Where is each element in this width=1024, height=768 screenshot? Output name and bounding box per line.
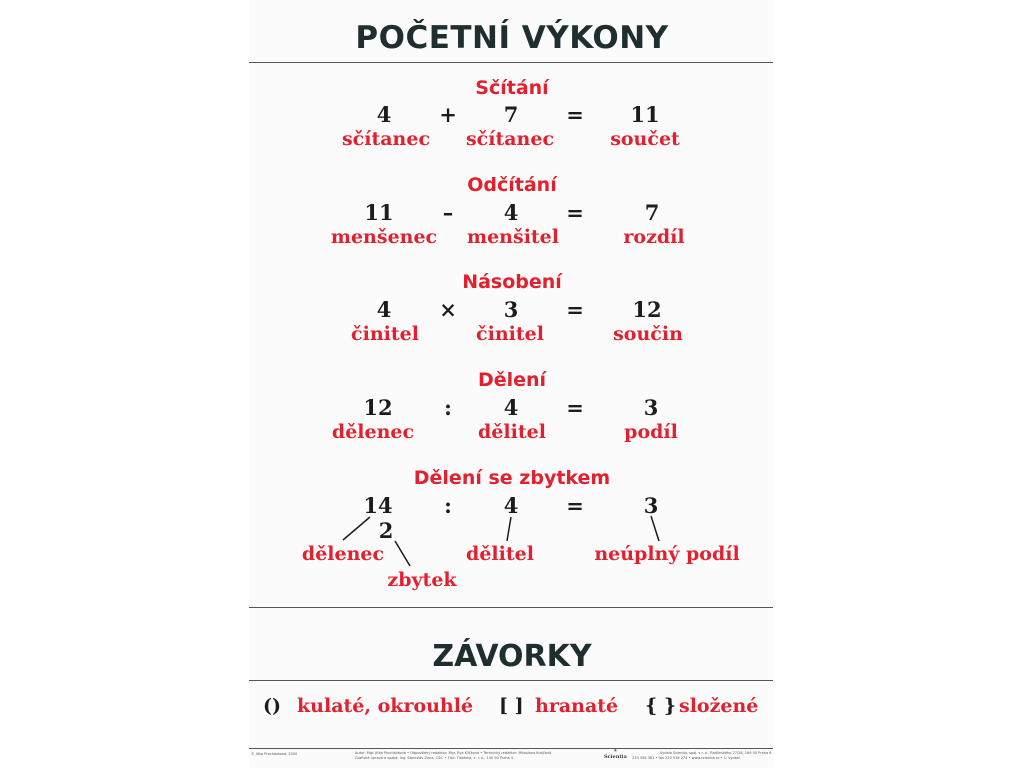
bracket-label-round: kulaté, okrouhlé: [297, 695, 474, 717]
equals-sign: =: [566, 200, 584, 225]
footer-print: Grafická úprava a sazba: Ing. Stanislav Zima, CSc. • Tisk: Tiskárna, s. r. o., 140 00 Praha 4: [355, 756, 514, 760]
label-b: dělitel: [466, 543, 534, 565]
operation-title: Sčítání: [475, 77, 549, 99]
result: 3: [643, 395, 659, 420]
page-title: POČETNÍ VÝKONY: [355, 20, 669, 56]
label-b: činitel: [476, 323, 544, 345]
equals-sign: =: [566, 297, 584, 322]
bracket-symbol-round: (): [263, 695, 281, 717]
operand-b: 4: [503, 200, 519, 225]
footer-copyright: © Jitka Procházková, 2000: [251, 752, 298, 756]
result: 3: [643, 493, 659, 518]
operator: :: [444, 395, 452, 420]
operand-a: 4: [376, 297, 392, 322]
footer-divider: [249, 748, 773, 749]
operand-a: 4: [376, 102, 392, 127]
section-divider: [249, 607, 773, 608]
connector-dividend: [343, 517, 370, 540]
equals-sign: =: [566, 102, 584, 127]
operand-b: 4: [503, 395, 519, 420]
label-a: dělenec: [331, 421, 415, 443]
label-remainder: zbytek: [387, 569, 457, 591]
bracket-symbol-square: [ ]: [499, 695, 524, 717]
operand-b: 3: [503, 297, 519, 322]
label-b: sčítanec: [465, 128, 555, 150]
footer-publisher: Vydala Scientia, spol. s r. o., Radlinského 27/26, 169 00 Praha 6: [660, 751, 772, 755]
connector-remainder: [395, 541, 410, 566]
operator: +: [439, 102, 457, 127]
brackets-divider: [249, 680, 773, 681]
footer-authors: Autor: Mgr. Jitka Procházková • Odpovědný redaktor: Mgr. Eva Klíčková • Technický redaktor: Miroslava Krejčová: [355, 751, 552, 755]
result: 12: [632, 297, 662, 322]
operand-b: 7: [503, 102, 519, 127]
label-a: sčítanec: [341, 128, 431, 150]
sun-icon: ☀: [613, 748, 618, 754]
label-result: podíl: [624, 421, 678, 443]
footer-contact: 233 356 361 • fax 220 518 274 • www.scientia.cz • 1. vydání: [632, 756, 740, 760]
equals-sign: =: [566, 493, 584, 518]
label-result: rozdíl: [623, 226, 685, 248]
result: 7: [644, 200, 660, 225]
label-a: dělenec: [301, 543, 385, 565]
operand-a: 12: [363, 395, 393, 420]
brackets-title: ZÁVORKY: [432, 639, 592, 674]
label-a: činitel: [351, 323, 419, 345]
bracket-label-square: hranaté: [535, 695, 619, 717]
operator: :: [444, 493, 452, 518]
operation-title: Násobení: [462, 271, 562, 293]
label-b: menšitel: [466, 226, 559, 248]
remainder-value: 2: [378, 518, 394, 543]
publisher-logo: [604, 749, 627, 760]
label-result: neúplný podíl: [594, 543, 740, 565]
connector-quotient: [651, 516, 659, 541]
operator: ×: [439, 297, 457, 322]
operation-title: Dělení: [477, 369, 547, 391]
equals-sign: =: [566, 395, 584, 420]
operand-b: 4: [503, 493, 519, 518]
operation-title: Dělení se zbytkem: [413, 467, 611, 489]
label-result: součet: [610, 128, 680, 150]
operation-title: Odčítání: [467, 174, 557, 196]
operand-a: 11: [364, 200, 394, 225]
label-b: dělitel: [478, 421, 546, 443]
operator: –: [442, 200, 454, 225]
label-a: menšenec: [330, 226, 438, 248]
connector-divisor: [507, 517, 511, 541]
result: 11: [630, 102, 660, 127]
operand-a: 14: [363, 493, 393, 518]
publisher-logo-text: Scientia: [604, 754, 627, 760]
bracket-label-curly: složené: [679, 695, 759, 717]
label-result: součin: [613, 323, 683, 345]
bracket-symbol-curly: { }: [645, 695, 677, 717]
